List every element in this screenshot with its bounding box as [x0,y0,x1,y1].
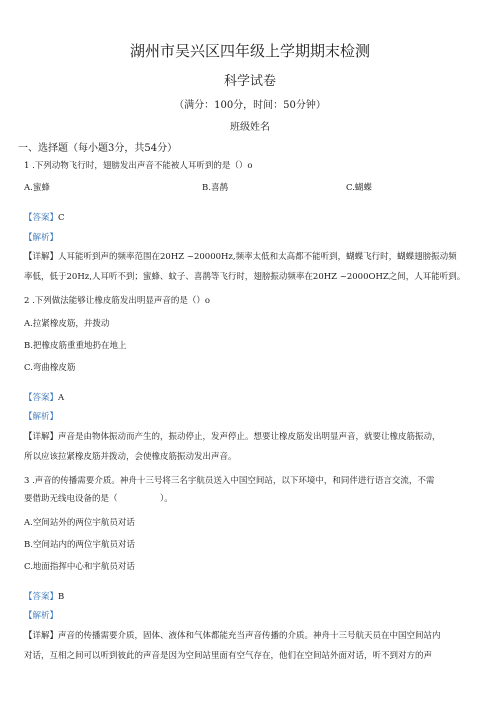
detail-tag: 【详解】 [24,631,59,641]
question-3-stem-line-2: 要借助无线电设备的是（ ）。 [24,494,173,504]
question-2-answer-line [24,391,64,403]
section-heading: 一、选择题（每小题3分，共54分） [18,143,178,154]
question-3-analysis-tag: 【解析】 [24,611,59,621]
question-1-answer-line [24,211,65,223]
question-3-answer: B [58,592,65,602]
exam-subtitle: 科学试卷 [223,74,276,89]
question-2-detail-line-2: 所以应该拉紧橡皮筋并拨动，会使橡皮筋振动发出声音。 [24,452,237,462]
question-1-option-a: A.蜜蜂 [24,183,50,193]
answer-tag: 【答案】 [24,592,59,602]
detail-tag: 【详解】 [24,252,59,262]
question-3-stem-line-1: 3 .声音的传播需要介质。神舟十三号将三名宇航员送入中国空间站，以下环境中，和同伴进行语言交流，不需 [24,476,435,486]
question-3-option-a: A.空间站外的两位宇航员对话 [24,518,135,528]
question-1-option-c: C.蝴蝶 [346,183,372,193]
question-1-analysis-tag: 【解析】 [24,233,59,243]
answer-tag: 【答案】 [24,393,59,403]
class-name-line: 班级姓名 [230,122,270,133]
question-2-answer: A [58,393,65,403]
score-time-info: （满分：100分，时间：50分钟） [174,100,326,111]
detail-text: 声音是由物体振动而产生的，振动停止，发声停止。想要让橡皮筋发出明显声音，就要让橡皮筋振动， [58,432,441,442]
question-3-detail-line-2: 对话，互相之间可以听到彼此的声音是因为空间站里面有空气存在，他们在空间站外面对话，听不到对方的声 [24,651,433,661]
question-2-option-b: B.把橡皮筋重重地扔在地上 [24,341,127,351]
question-1-detail-line-1 [24,250,457,262]
question-1-option-b: B.喜鹊 [202,183,228,193]
answer-tag: 【答案】 [24,213,59,223]
question-2-detail-line-1 [24,430,441,442]
question-3-detail-line-1 [24,629,441,641]
question-1-stem: 1 .下列动物飞行时，翅膀发出声音不能被人耳听到的是（）o [24,161,253,171]
question-3-option-c: C.地面指挥中心和宇航员对话 [24,562,135,572]
detail-text: 人耳能听到声的频率范围在20HZ ~20000Hz,频率太低和太高都不能听到，蝴蝶飞行时，蝴蝶翅膀振动频 [58,252,457,262]
question-2-option-a: A.拉紧橡皮筋，并拨动 [24,319,110,329]
question-2-stem: 2 .下列做法能够让橡皮筋发出明显声音的是（）o [24,296,210,306]
question-2-option-c: C.弯曲橡皮筋 [24,363,76,373]
question-3-answer-line [24,590,64,602]
exam-title: 湖州市吴兴区四年级上学期期末检测 [129,42,370,60]
question-1-answer: C [58,213,65,223]
detail-tag: 【详解】 [24,432,59,442]
question-3-option-b: B.空间站内的两位宇航员对话 [24,540,135,550]
detail-text: 声音的传播需要介质，固体、液体和气体都能充当声音传播的介质。神舟十三号航天员在中国空间站内 [58,631,441,641]
question-2-analysis-tag: 【解析】 [24,412,59,422]
question-1-detail-line-2: 率低，低于20Hz,人耳听不到；蜜蜂、蚊子、喜鹊等飞行时，翅膀振动频率在20HZ ~2000OHZ之间，人耳能听到。 [24,272,466,282]
